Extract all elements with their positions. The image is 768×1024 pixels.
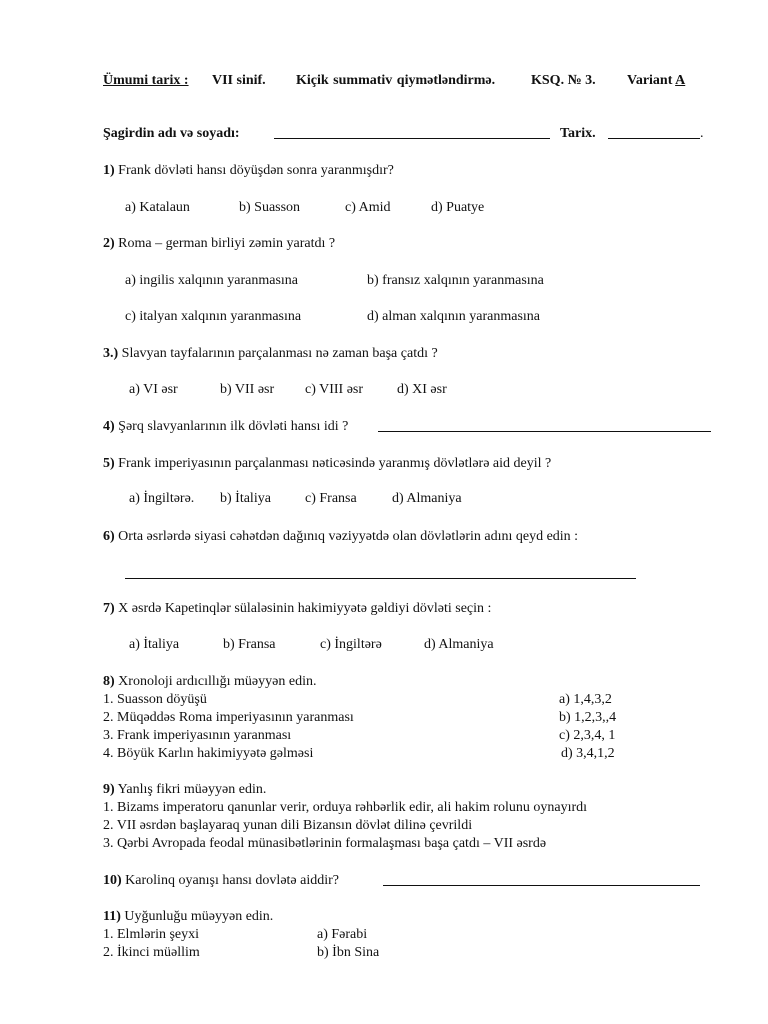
q1-option-c[interactable]: c) Amid <box>345 200 391 215</box>
student-name-label: Şagirdin adı və soyadı: <box>103 126 240 141</box>
assessment-label: Kiçik summativ qiymətləndirmə. <box>296 73 496 88</box>
question-text: Roma – german birliyi zəmin yaratdı ? <box>118 236 336 251</box>
question-number: 6) <box>103 529 115 544</box>
ksq-label: KSQ. № 3. <box>531 73 596 88</box>
q9-item-3: 3. Qərbi Avropada feodal münasibətlərinin formalaşması başa çatdı – VII əsrdə <box>103 836 547 851</box>
q2-option-b[interactable]: b) fransız xalqının yaranmasına <box>367 273 544 288</box>
question-text: Şərq slavyanlarının ilk dövləti hansı idi ? <box>118 419 349 434</box>
q11-option-b[interactable]: b) İbn Sina <box>317 945 380 960</box>
grade-label: VII sinif. <box>212 73 266 88</box>
q3-option-a[interactable]: a) VI əsr <box>129 382 178 397</box>
question-3 <box>103 345 438 363</box>
question-number: 3.) <box>103 346 119 361</box>
question-text: Orta əsrlərdə siyasi cəhətdən dağınıq vəziyyətdə olan dövlətlərin adını qeyd edin : <box>118 529 579 544</box>
q8-option-a[interactable]: a) 1,4,3,2 <box>559 692 612 707</box>
q7-option-d[interactable]: d) Almaniya <box>424 637 494 652</box>
question-number: 11) <box>103 909 121 924</box>
q8-option-b[interactable]: b) 1,2,3,,4 <box>559 710 617 725</box>
question-number: 5) <box>103 456 115 471</box>
q4-answer-field[interactable] <box>378 431 711 432</box>
q10-answer-field[interactable] <box>383 885 700 886</box>
q8-option-d[interactable]: d) 3,4,1,2 <box>561 746 615 761</box>
question-number: 2) <box>103 236 115 251</box>
q5-option-b[interactable]: b) İtaliya <box>220 491 271 506</box>
question-10 <box>103 872 339 890</box>
question-text: Yanlış fikri müəyyən edin. <box>117 782 267 797</box>
q11-option-a[interactable]: a) Fərabi <box>317 927 368 942</box>
question-2 <box>103 235 335 253</box>
q8-item-2: 2. Müqəddəs Roma imperiyasının yaranması <box>103 710 354 725</box>
question-text: Xronoloji ardıcıllığı müəyyən edin. <box>118 674 317 689</box>
q5-option-a[interactable]: a) İngiltərə. <box>129 491 195 506</box>
q1-option-b[interactable]: b) Suasson <box>239 200 301 215</box>
date-field[interactable] <box>608 138 700 139</box>
question-number: 4) <box>103 419 115 434</box>
variant-value: A <box>675 73 686 88</box>
q5-option-c[interactable]: c) Fransa <box>305 491 357 506</box>
q11-item-2: 2. İkinci müəllim <box>103 945 200 960</box>
question-number: 7) <box>103 601 115 616</box>
q1-option-a[interactable]: a) Katalaun <box>125 200 190 215</box>
student-name-field[interactable] <box>274 138 550 139</box>
q11-item-1: 1. Elmlərin şeyxi <box>103 927 200 942</box>
q3-option-c[interactable]: c) VIII əsr <box>305 382 364 397</box>
q5-option-d[interactable]: d) Almaniya <box>392 491 462 506</box>
question-text: Frank imperiyasının parçalanması nəticəsində yaranmış dövlətlərə aid deyil ? <box>118 456 552 471</box>
worksheet-header <box>103 72 189 90</box>
q7-option-a[interactable]: a) İtaliya <box>129 637 180 652</box>
question-number: 10) <box>103 873 122 888</box>
question-1 <box>103 162 394 180</box>
q1-option-d[interactable]: d) Puatye <box>431 200 485 215</box>
q9-item-2: 2. VII əsrdən başlayaraq yunan dili Bizansın dövlət dilinə çevrildi <box>103 818 473 833</box>
question-text: Uyğunluğu müəyyən edin. <box>124 909 274 924</box>
date-end-dot: . <box>700 126 704 141</box>
question-number: 1) <box>103 163 115 178</box>
question-6 <box>103 528 578 546</box>
question-9 <box>103 781 266 799</box>
q7-option-b[interactable]: b) Fransa <box>223 637 276 652</box>
q2-option-a[interactable]: a) ingilis xalqının yaranmasına <box>125 273 299 288</box>
question-text: Slavyan tayfalarının parçalanması nə zaman başa çatdı ? <box>121 346 438 361</box>
q7-option-c[interactable]: c) İngiltərə <box>320 637 382 652</box>
q2-option-d[interactable]: d) alman xalqının yaranmasına <box>367 309 540 324</box>
q8-item-1: 1. Suasson döyüşü <box>103 692 207 707</box>
q8-item-3: 3. Frank imperiyasının yaranması <box>103 728 292 743</box>
variant-label <box>627 72 685 90</box>
subject-label: Ümumi tarix : <box>103 73 189 88</box>
question-7 <box>103 600 491 618</box>
q8-option-c[interactable]: c) 2,3,4, 1 <box>559 728 616 743</box>
question-11 <box>103 908 273 926</box>
variant-text: Variant <box>627 73 673 88</box>
question-text: X əsrdə Kapetinqlər sülaləsinin hakimiyyətə gəldiyi dövləti seçin : <box>118 601 492 616</box>
question-5 <box>103 455 551 473</box>
question-8 <box>103 673 316 691</box>
q2-option-c[interactable]: c) italyan xalqının yaranmasına <box>125 309 302 324</box>
q3-option-b[interactable]: b) VII əsr <box>220 382 275 397</box>
q3-option-d[interactable]: d) XI əsr <box>397 382 447 397</box>
question-number: 8) <box>103 674 115 689</box>
question-text: Frank dövləti hansı döyüşdən sonra yaranmışdır? <box>118 163 394 178</box>
q9-item-1: 1. Bizams imperatoru qanunlar verir, orduya rəhbərlik edir, ali hakim rolunu oynayırdı <box>103 800 588 815</box>
q8-item-4: 4. Böyük Karlın hakimiyyətə gəlməsi <box>103 746 314 761</box>
q6-answer-field[interactable] <box>125 578 636 579</box>
question-text: Karolinq oyanışı hansı dovlətə aiddir? <box>125 873 340 888</box>
question-4 <box>103 418 348 436</box>
question-number: 9) <box>103 782 115 797</box>
date-label: Tarix. <box>560 126 596 141</box>
